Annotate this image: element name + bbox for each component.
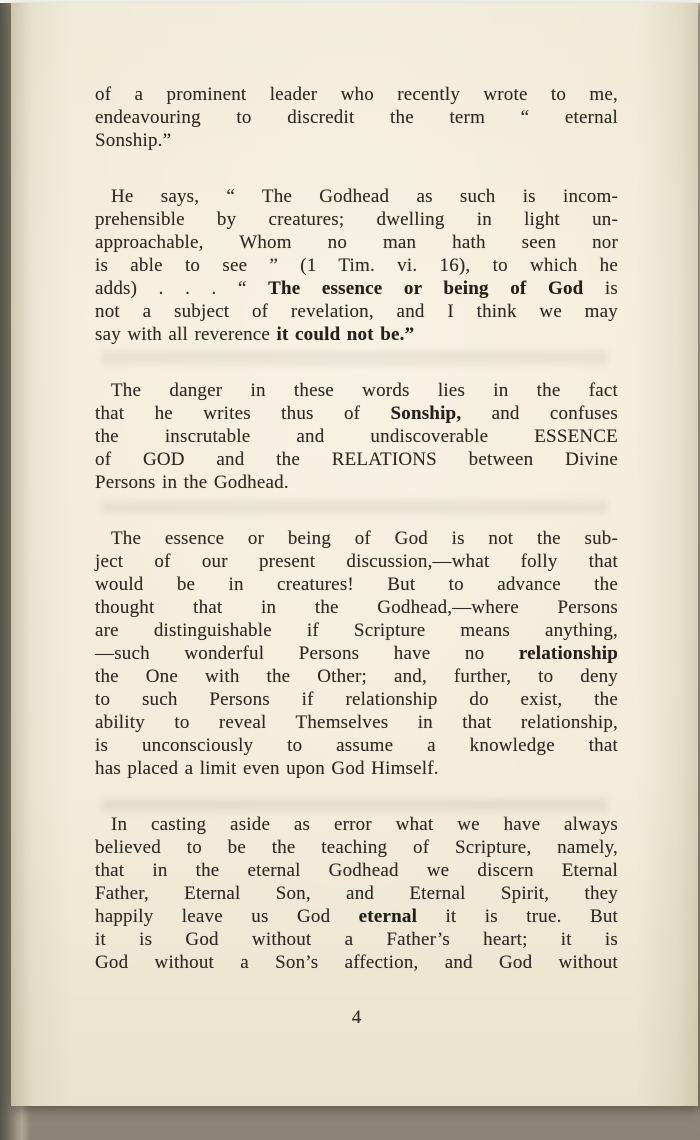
bold-text: The essence or being of God xyxy=(268,278,584,299)
bold-text: eternal xyxy=(358,906,418,927)
text-line xyxy=(95,448,618,471)
text-segment: is able to see ” (1 Tim. vi. 16), to which he xyxy=(95,255,618,276)
paragraph xyxy=(95,185,618,346)
text-segment: happily leave us God xyxy=(95,906,359,927)
text-segment: to such Persons if relationship do exist, the xyxy=(95,689,618,710)
text-line xyxy=(95,928,618,951)
paragraph xyxy=(95,527,618,780)
paragraph xyxy=(95,83,618,152)
text-line xyxy=(95,757,618,780)
text-segment: In casting aside as error what we have always xyxy=(111,814,618,835)
text-segment: The essence or being of God is not the sub- xyxy=(111,528,618,549)
text-segment: believed to be the teaching of Scripture, namely, xyxy=(95,837,618,858)
text-line xyxy=(95,836,618,859)
text-segment: endeavouring to discredit the term “ eternal xyxy=(95,107,618,128)
text-line xyxy=(95,83,618,106)
text-line xyxy=(95,471,618,494)
text-line xyxy=(95,642,618,665)
text-line xyxy=(95,379,618,402)
text-line xyxy=(95,129,618,152)
text-line xyxy=(95,185,618,208)
text-segment: are distinguishable if Scripture means anything, xyxy=(95,620,618,641)
text-segment: Father, Eternal Son, and Eternal Spirit, they xyxy=(95,883,618,904)
text-segment: He says, “ The Godhead as such is incom- xyxy=(111,186,618,207)
text-segment: prehensible by creatures; dwelling in light un- xyxy=(95,209,618,230)
text-segment: The danger in these words lies in the fact xyxy=(111,380,618,401)
text-segment: that in the eternal Godhead we discern Eternal xyxy=(95,860,618,881)
text-segment: of GOD and the RELATIONS between Divine xyxy=(95,449,618,470)
text-line xyxy=(95,402,618,425)
text-segment: approachable, Whom no man hath seen nor xyxy=(95,232,618,253)
text-line xyxy=(95,596,618,619)
bold-text: it could not be.” xyxy=(276,324,415,345)
text-line xyxy=(95,859,618,882)
scanned-page xyxy=(11,3,698,1106)
text-segment: not a subject of revelation, and I think we may xyxy=(95,301,618,322)
text-line xyxy=(95,300,618,323)
text-segment: is unconsciously to assume a knowledge that xyxy=(95,735,618,756)
text-segment: ject of our present discussion,—what folly that xyxy=(95,551,618,572)
bold-text: Sonship, xyxy=(390,403,462,424)
text-line xyxy=(95,208,618,231)
bold-text: relationship xyxy=(518,643,618,664)
text-line xyxy=(95,665,618,688)
text-line xyxy=(95,527,618,550)
text-line xyxy=(95,905,618,928)
text-segment: the One with the Other; and, further, to deny xyxy=(95,666,618,687)
text-segment: God without a Son’s affection, and God without xyxy=(95,952,618,973)
text-line xyxy=(95,688,618,711)
text-line xyxy=(95,882,618,905)
text-segment: it is true. But xyxy=(417,906,618,927)
text-line xyxy=(95,711,618,734)
text-segment: has placed a limit even upon God Himself. xyxy=(95,758,439,779)
text-line xyxy=(95,254,618,277)
paragraph xyxy=(95,813,618,974)
paragraph xyxy=(95,379,618,494)
text-segment: would be in creatures! But to advance the xyxy=(95,574,618,595)
text-line xyxy=(95,550,618,573)
text-segment: and confuses xyxy=(461,403,619,424)
text-line xyxy=(95,106,618,129)
text-segment: that he writes thus of xyxy=(95,403,391,424)
text-segment: it is God without a Father’s heart; it is xyxy=(95,929,618,950)
text-line xyxy=(95,951,618,974)
text-line xyxy=(95,619,618,642)
text-line xyxy=(95,323,618,346)
text-segment: Persons in the Godhead. xyxy=(95,472,289,493)
text-line xyxy=(95,573,618,596)
text-segment: Sonship.” xyxy=(95,130,172,151)
text-segment: ability to reveal Themselves in that relationship, xyxy=(95,712,618,733)
text-line xyxy=(95,734,618,757)
text-segment: —such wonderful Persons have no xyxy=(95,643,519,664)
text-segment: adds) . . . “ xyxy=(95,278,269,299)
text-line xyxy=(95,231,618,254)
text-segment: thought that in the Godhead,—where Persons xyxy=(95,597,618,618)
text-segment: the inscrutable and undiscoverable ESSENCE xyxy=(95,426,618,447)
text-line xyxy=(95,277,618,300)
text-line xyxy=(95,425,618,448)
text-block xyxy=(95,83,618,974)
text-segment: say with all reverence xyxy=(95,324,277,345)
text-segment: is xyxy=(583,278,618,299)
text-line xyxy=(95,813,618,836)
text-segment: of a prominent leader who recently wrote to me, xyxy=(95,84,618,105)
page-number: 4 xyxy=(351,1007,362,1028)
